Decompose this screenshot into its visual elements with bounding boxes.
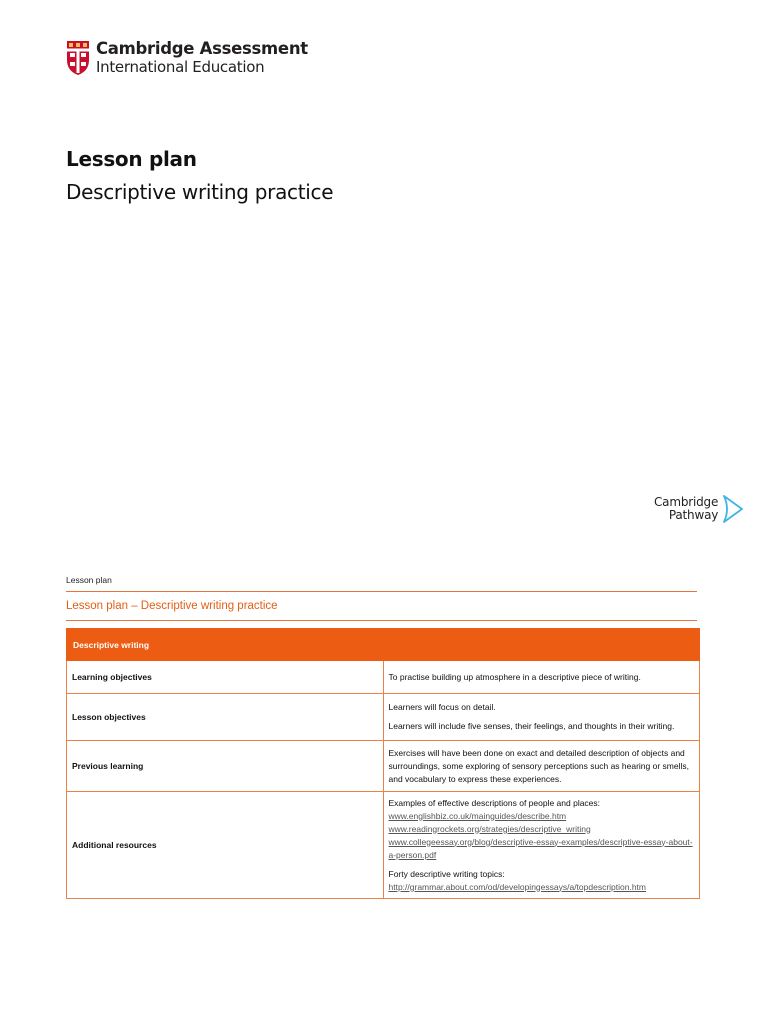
resources-intro: Examples of effective descriptions of people and places: [388,797,601,808]
cambridge-crest-icon [66,40,90,76]
lesson-plan-table [66,628,700,899]
lesson-objective-1: Learners will focus on detail. [388,702,496,712]
table-row [67,741,700,792]
row-value-previous-learning: Exercises will have been done on exact and detailed description of objects and surroundings, some exploring of sensory perceptions such as hearing or smells, and vocabulary to express these experiences. [383,741,700,792]
table-row [67,792,700,899]
section-heading: Lesson plan – Descriptive writing practice [66,600,278,612]
row-label-previous-learning: Previous learning [67,741,384,792]
row-value-learning-objectives: To practise building up atmosphere in a descriptive piece of writing. [383,661,700,694]
logo-line-1: Cambridge Assessment [96,39,308,58]
pathway-logo-line-1: Cambridge [654,495,719,509]
table-header: Descriptive writing [67,629,700,661]
table-row [67,694,700,741]
row-label-lesson-objectives: Lesson objectives [67,694,384,741]
header-divider [66,591,697,592]
lesson-objective-2: Learners will include five senses, their feelings, and thoughts in their writing. [388,721,675,731]
cambridge-pathway-logo [654,494,745,524]
resource-link-grammar-about[interactable]: http://grammar.about.com/od/developingessays/a/topdescription.htm [388,881,647,892]
logo-line-2: International Education [96,57,265,76]
running-header: Lesson plan [66,575,112,585]
cambridge-assessment-logo [66,40,308,76]
row-value-additional-resources [383,792,700,899]
row-value-lesson-objectives [383,694,700,741]
cover-subtitle: Descriptive writing practice [66,180,334,204]
resource-link-collegeessay[interactable]: www.collegeessay.org/blog/descriptive-essay-examples/descriptive-essay-about-a-person.pdf [388,836,693,860]
row-label-additional-resources: Additional resources [67,792,384,899]
table-header-row [67,629,700,661]
row-label-learning-objectives: Learning objectives [67,661,384,694]
heading-divider [66,620,697,621]
topics-intro: Forty descriptive writing topics: [388,868,505,879]
pathway-arrow-icon [721,494,745,524]
pathway-logo-line-2: Pathway [668,508,719,522]
resource-link-englishbiz[interactable]: www.englishbiz.co.uk/mainguides/describe.htm [388,810,567,821]
table-row [67,661,700,694]
cover-title: Lesson plan [66,147,197,171]
resource-link-readingrockets[interactable]: www.readingrockets.org/strategies/descriptive_writing [388,823,591,834]
